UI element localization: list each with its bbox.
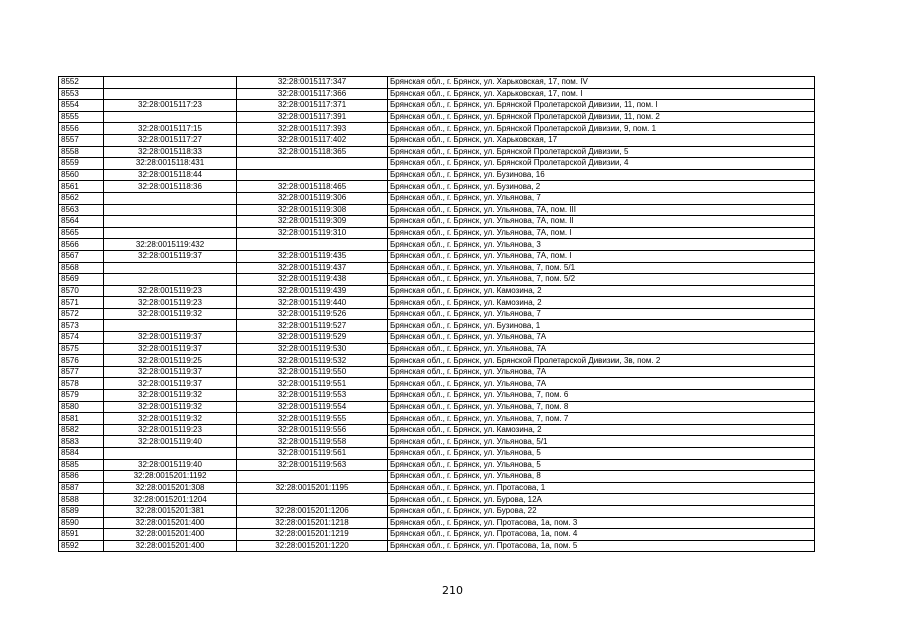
row-number-cell: 8591 [59,529,104,541]
address-cell: Брянская обл., г. Брянск, ул. Ульянова, 7, пом. 7 [388,413,815,425]
address-cell: Брянская обл., г. Брянск, ул. Брянской Пролетарской Дивизии, 5 [388,146,815,158]
parcel-cadastral-number-cell [104,111,237,123]
object-cadastral-number-cell: 32:28:0015201:1220 [237,540,388,552]
table-row [59,192,815,204]
object-cadastral-number-cell: 32:28:0015201:1219 [237,529,388,541]
table-row [59,100,815,112]
row-number-cell: 8583 [59,436,104,448]
address-cell: Брянская обл., г. Брянск, ул. Протасова, 1а, пом. 3 [388,517,815,529]
table-row [59,343,815,355]
row-number-cell: 8569 [59,274,104,286]
row-number-cell: 8554 [59,100,104,112]
address-cell: Брянская обл., г. Брянск, ул. Ульянова, 7, пом. 5/1 [388,262,815,274]
row-number-cell: 8559 [59,158,104,170]
table-row [59,111,815,123]
object-cadastral-number-cell: 32:28:0015119:563 [237,459,388,471]
table-row [59,158,815,170]
table-row [59,436,815,448]
row-number-cell: 8575 [59,343,104,355]
row-number-cell: 8564 [59,216,104,228]
table-row [59,332,815,344]
object-cadastral-number-cell: 32:28:0015119:439 [237,285,388,297]
object-cadastral-number-cell [237,494,388,506]
table-row [59,262,815,274]
table-row [59,204,815,216]
row-number-cell: 8552 [59,77,104,89]
row-number-cell: 8579 [59,390,104,402]
table-row [59,227,815,239]
parcel-cadastral-number-cell: 32:28:0015119:23 [104,424,237,436]
table-row [59,308,815,320]
table-row [59,505,815,517]
row-number-cell: 8562 [59,192,104,204]
address-cell: Брянская обл., г. Брянск, ул. Ульянова, 8 [388,471,815,483]
table-row [59,424,815,436]
address-cell: Брянская обл., г. Брянск, ул. Ульянова, 7, пом. 8 [388,401,815,413]
parcel-cadastral-number-cell: 32:28:0015119:32 [104,413,237,425]
row-number-cell: 8572 [59,308,104,320]
parcel-cadastral-number-cell [104,77,237,89]
parcel-cadastral-number-cell: 32:28:0015117:15 [104,123,237,135]
address-cell: Брянская обл., г. Брянск, ул. Бузинова, 16 [388,169,815,181]
parcel-cadastral-number-cell: 32:28:0015119:25 [104,355,237,367]
object-cadastral-number-cell: 32:28:0015118:465 [237,181,388,193]
parcel-cadastral-number-cell [104,274,237,286]
parcel-cadastral-number-cell [104,204,237,216]
parcel-cadastral-number-cell: 32:28:0015119:37 [104,378,237,390]
row-number-cell: 8584 [59,448,104,460]
address-cell: Брянская обл., г. Брянск, ул. Бурова, 12А [388,494,815,506]
row-number-cell: 8571 [59,297,104,309]
parcel-cadastral-number-cell: 32:28:0015119:37 [104,366,237,378]
address-cell: Брянская обл., г. Брянск, ул. Ульянова, 5 [388,459,815,471]
object-cadastral-number-cell [237,239,388,251]
address-cell: Брянская обл., г. Брянск, ул. Камозина, 2 [388,285,815,297]
parcel-cadastral-number-cell: 32:28:0015201:308 [104,482,237,494]
parcel-cadastral-number-cell: 32:28:0015201:381 [104,505,237,517]
parcel-cadastral-number-cell: 32:28:0015119:32 [104,308,237,320]
address-cell: Брянская обл., г. Брянск, ул. Ульянова, 7А [388,366,815,378]
row-number-cell: 8574 [59,332,104,344]
address-cell: Брянская обл., г. Брянск, ул. Ульянова, 3 [388,239,815,251]
row-number-cell: 8556 [59,123,104,135]
row-number-cell: 8590 [59,517,104,529]
address-cell: Брянская обл., г. Брянск, ул. Ульянова, 7А, пом. I [388,250,815,262]
address-cell: Брянская обл., г. Брянск, ул. Бурова, 22 [388,505,815,517]
address-cell: Брянская обл., г. Брянск, ул. Ульянова, 7, пом. 5/2 [388,274,815,286]
table-row [59,320,815,332]
object-cadastral-number-cell: 32:28:0015119:532 [237,355,388,367]
address-cell: Брянская обл., г. Брянск, ул. Ульянова, 7А, пом. II [388,216,815,228]
parcel-cadastral-number-cell [104,216,237,228]
address-cell: Брянская обл., г. Брянск, ул. Камозина, 2 [388,424,815,436]
parcel-cadastral-number-cell: 32:28:0015118:36 [104,181,237,193]
object-cadastral-number-cell: 32:28:0015117:371 [237,100,388,112]
page-number: 210 [442,584,463,597]
table-row [59,134,815,146]
object-cadastral-number-cell: 32:28:0015119:550 [237,366,388,378]
object-cadastral-number-cell [237,158,388,170]
table-row [59,285,815,297]
row-number-cell: 8592 [59,540,104,552]
object-cadastral-number-cell: 32:28:0015117:391 [237,111,388,123]
parcel-cadastral-number-cell: 32:28:0015117:27 [104,134,237,146]
row-number-cell: 8589 [59,505,104,517]
parcel-cadastral-number-cell: 32:28:0015201:1192 [104,471,237,483]
table-row [59,366,815,378]
table-row [59,529,815,541]
row-number-cell: 8565 [59,227,104,239]
address-cell: Брянская обл., г. Брянск, ул. Бузинова, 1 [388,320,815,332]
object-cadastral-number-cell: 32:28:0015119:530 [237,343,388,355]
object-cadastral-number-cell: 32:28:0015117:393 [237,123,388,135]
table-row [59,482,815,494]
address-cell: Брянская обл., г. Брянск, ул. Ульянова, 7 [388,192,815,204]
address-cell: Брянская обл., г. Брянск, ул. Ульянова, 7А, пом. III [388,204,815,216]
table-row [59,250,815,262]
object-cadastral-number-cell: 32:28:0015119:437 [237,262,388,274]
object-cadastral-number-cell: 32:28:0015119:551 [237,378,388,390]
row-number-cell: 8587 [59,482,104,494]
table-row [59,88,815,100]
object-cadastral-number-cell: 32:28:0015117:366 [237,88,388,100]
object-cadastral-number-cell: 32:28:0015117:347 [237,77,388,89]
parcel-cadastral-number-cell: 32:28:0015118:44 [104,169,237,181]
object-cadastral-number-cell: 32:28:0015201:1195 [237,482,388,494]
row-number-cell: 8557 [59,134,104,146]
object-cadastral-number-cell: 32:28:0015119:310 [237,227,388,239]
parcel-cadastral-number-cell [104,88,237,100]
table-row [59,401,815,413]
row-number-cell: 8581 [59,413,104,425]
row-number-cell: 8567 [59,250,104,262]
object-cadastral-number-cell: 32:28:0015119:558 [237,436,388,448]
row-number-cell: 8586 [59,471,104,483]
address-cell: Брянская обл., г. Брянск, ул. Ульянова, 7А [388,332,815,344]
table-row [59,413,815,425]
row-number-cell: 8580 [59,401,104,413]
row-number-cell: 8566 [59,239,104,251]
address-cell: Брянская обл., г. Брянск, ул. Брянской Пролетарской Дивизии, 4 [388,158,815,170]
parcel-cadastral-number-cell [104,262,237,274]
row-number-cell: 8578 [59,378,104,390]
table-row [59,181,815,193]
object-cadastral-number-cell: 32:28:0015201:1206 [237,505,388,517]
parcel-cadastral-number-cell: 32:28:0015201:1204 [104,494,237,506]
table-row [59,471,815,483]
parcel-cadastral-number-cell [104,227,237,239]
row-number-cell: 8560 [59,169,104,181]
address-cell: Брянская обл., г. Брянск, ул. Камозина, 2 [388,297,815,309]
address-cell: Брянская обл., г. Брянск, ул. Бузинова, 2 [388,181,815,193]
object-cadastral-number-cell: 32:28:0015119:556 [237,424,388,436]
object-cadastral-number-cell: 32:28:0015119:554 [237,401,388,413]
address-cell: Брянская обл., г. Брянск, ул. Протасова, 1а, пом. 4 [388,529,815,541]
parcel-cadastral-number-cell: 32:28:0015201:400 [104,517,237,529]
table-row [59,169,815,181]
table-row [59,390,815,402]
table-row [59,239,815,251]
object-cadastral-number-cell [237,169,388,181]
row-number-cell: 8555 [59,111,104,123]
address-cell: Брянская обл., г. Брянск, ул. Ульянова, 7, пом. 6 [388,390,815,402]
parcel-cadastral-number-cell: 32:28:0015119:40 [104,436,237,448]
parcel-cadastral-number-cell: 32:28:0015119:23 [104,297,237,309]
table-row [59,146,815,158]
parcel-cadastral-number-cell: 32:28:0015119:32 [104,401,237,413]
table-row [59,459,815,471]
address-cell: Брянская обл., г. Брянск, ул. Ульянова, 5/1 [388,436,815,448]
object-cadastral-number-cell: 32:28:0015119:553 [237,390,388,402]
row-number-cell: 8576 [59,355,104,367]
row-number-cell: 8582 [59,424,104,436]
table-row [59,355,815,367]
parcel-cadastral-number-cell: 32:28:0015119:432 [104,239,237,251]
address-cell: Брянская обл., г. Брянск, ул. Протасова, 1а, пом. 5 [388,540,815,552]
address-cell: Брянская обл., г. Брянск, ул. Ульянова, 7А, пом. I [388,227,815,239]
parcel-cadastral-number-cell: 32:28:0015201:400 [104,529,237,541]
parcel-cadastral-number-cell [104,192,237,204]
table-row [59,540,815,552]
table-row [59,216,815,228]
object-cadastral-number-cell: 32:28:0015118:365 [237,146,388,158]
object-cadastral-number-cell: 32:28:0015119:440 [237,297,388,309]
parcel-cadastral-number-cell: 32:28:0015119:40 [104,459,237,471]
object-cadastral-number-cell: 32:28:0015117:402 [237,134,388,146]
object-cadastral-number-cell: 32:28:0015119:527 [237,320,388,332]
table-row [59,494,815,506]
object-cadastral-number-cell: 32:28:0015201:1218 [237,517,388,529]
object-cadastral-number-cell: 32:28:0015119:561 [237,448,388,460]
table-row [59,77,815,89]
object-cadastral-number-cell [237,471,388,483]
row-number-cell: 8573 [59,320,104,332]
address-cell: Брянская обл., г. Брянск, ул. Брянской Пролетарской Дивизии, 9, пом. 1 [388,123,815,135]
parcel-cadastral-number-cell: 32:28:0015118:33 [104,146,237,158]
table-row [59,274,815,286]
parcel-cadastral-number-cell [104,448,237,460]
parcel-cadastral-number-cell: 32:28:0015119:37 [104,343,237,355]
row-number-cell: 8577 [59,366,104,378]
parcel-cadastral-number-cell: 32:28:0015119:37 [104,332,237,344]
object-cadastral-number-cell: 32:28:0015119:526 [237,308,388,320]
parcel-cadastral-number-cell: 32:28:0015201:400 [104,540,237,552]
object-cadastral-number-cell: 32:28:0015119:306 [237,192,388,204]
address-cell: Брянская обл., г. Брянск, ул. Харьковская, 17 [388,134,815,146]
parcel-cadastral-number-cell: 32:28:0015118:431 [104,158,237,170]
table-row [59,123,815,135]
object-cadastral-number-cell: 32:28:0015119:438 [237,274,388,286]
parcel-cadastral-number-cell [104,320,237,332]
row-number-cell: 8558 [59,146,104,158]
row-number-cell: 8553 [59,88,104,100]
address-cell: Брянская обл., г. Брянск, ул. Протасова, 1 [388,482,815,494]
address-cell: Брянская обл., г. Брянск, ул. Ульянова, 7А [388,378,815,390]
table-row [59,297,815,309]
address-cell: Брянская обл., г. Брянск, ул. Харьковская, 17, пом. I [388,88,815,100]
address-cell: Брянская обл., г. Брянск, ул. Ульянова, 5 [388,448,815,460]
registry-table [58,76,815,552]
parcel-cadastral-number-cell: 32:28:0015119:32 [104,390,237,402]
object-cadastral-number-cell: 32:28:0015119:529 [237,332,388,344]
row-number-cell: 8568 [59,262,104,274]
object-cadastral-number-cell: 32:28:0015119:555 [237,413,388,425]
address-cell: Брянская обл., г. Брянск, ул. Харьковская, 17, пом. IV [388,77,815,89]
row-number-cell: 8561 [59,181,104,193]
parcel-cadastral-number-cell: 32:28:0015119:23 [104,285,237,297]
table-row [59,448,815,460]
table-row [59,517,815,529]
address-cell: Брянская обл., г. Брянск, ул. Ульянова, 7А [388,343,815,355]
address-cell: Брянская обл., г. Брянск, ул. Брянской Пролетарской Дивизии, 3в, пом. 2 [388,355,815,367]
parcel-cadastral-number-cell: 32:28:0015117:23 [104,100,237,112]
address-cell: Брянская обл., г. Брянск, ул. Брянской Пролетарской Дивизии, 11, пом. 2 [388,111,815,123]
address-cell: Брянская обл., г. Брянск, ул. Ульянова, 7 [388,308,815,320]
object-cadastral-number-cell: 32:28:0015119:309 [237,216,388,228]
address-cell: Брянская обл., г. Брянск, ул. Брянской Пролетарской Дивизии, 11, пом. I [388,100,815,112]
table-row [59,378,815,390]
registry-table-body [59,77,815,552]
row-number-cell: 8563 [59,204,104,216]
object-cadastral-number-cell: 32:28:0015119:435 [237,250,388,262]
object-cadastral-number-cell: 32:28:0015119:308 [237,204,388,216]
row-number-cell: 8585 [59,459,104,471]
row-number-cell: 8588 [59,494,104,506]
parcel-cadastral-number-cell: 32:28:0015119:37 [104,250,237,262]
row-number-cell: 8570 [59,285,104,297]
